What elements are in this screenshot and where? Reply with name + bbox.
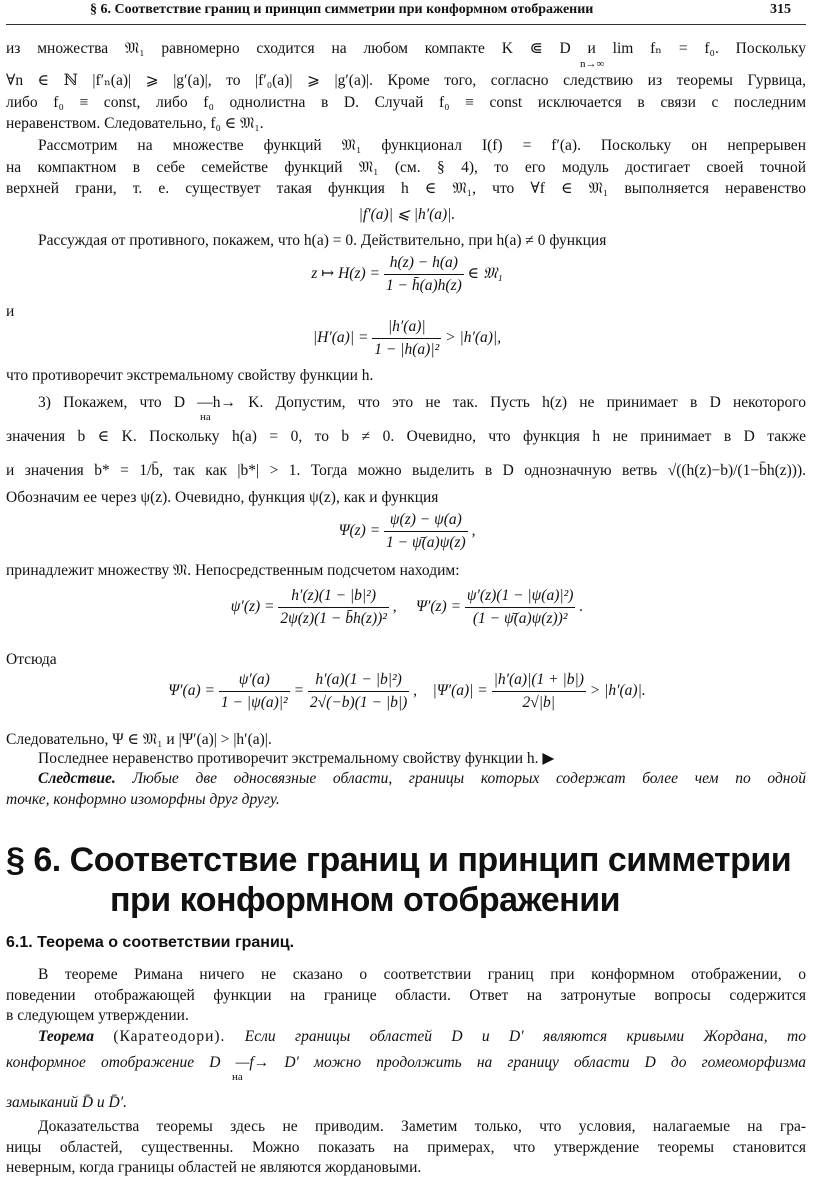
text-line: принадлежит множеству 𝔐. Непосредственным подсчетом находим: — [6, 562, 460, 579]
text-line: ницы областей, существенны. Можно показать на примерах, что утверждение теоремы становится — [6, 1139, 806, 1156]
text-line: Обозначим ее через ψ(z). Очевидно, функция ψ(z), как и функция — [6, 489, 439, 506]
header-rule — [6, 24, 806, 25]
text-line: точке, конформно изоморфны друг другу. — [6, 791, 280, 808]
theorem-label: Теорема — [38, 1028, 94, 1045]
equation-derivatives: ψ′(z) = $\frac{\text{h′(z)(1 − |b|²)}}{\text{2ψ(z)(1 − b̄h(z))²}}$ , Ψ′(z) = $\frac{\text{ψ′(z)(1 − |ψ(a)|²)}}{\text{(1 − ψ̄(a)ψ(z))²}}$ . — [230, 587, 584, 627]
running-title: § 6. Соответствие границ и принцип симметрии при конформном отображении — [90, 2, 594, 17]
text-line: Отсюда — [6, 651, 57, 668]
equation: |f′(a)| ⩽ |h′(a)|. — [358, 206, 456, 223]
equation-H: z ↦ H(z) = $\frac{h(z) - h(a)}{1 - h̄(a)h(z)}$ ∈ 𝔐₁ — [311, 254, 503, 294]
text-line: 3) Покажем, что D —h→ K. Допустим, что это не так. Пусть h(z) не принимает в D некоторого — [38, 394, 806, 411]
text-line: либо f₀ ≡ const, либо f₀ однолистна в D. Случай f₀ ≡ const исключается в связи с последним — [6, 94, 806, 111]
text-line: Рассмотрим на множестве функций 𝔐₁ функционал I(f) = f′(a). Поскольку он непрерывен — [38, 137, 806, 154]
text-line: из множества 𝔐₁ равномерно сходится на любом компакте K ⋐ D и lim fₙ = f₀. Поскольку — [6, 40, 806, 57]
text-line: конформное отображение D —f→ D′ можно продолжить на границу области D до гомеоморфизма — [6, 1054, 806, 1071]
text-line: неверным, когда границы областей не являются жордановыми. — [6, 1159, 422, 1176]
text-line: Доказательства теоремы здесь не приводим. Заметим только, что условия, налагаемые на гра- — [38, 1118, 806, 1135]
text-line: неравенством. Следовательно, f₀ ∈ 𝔐₁. — [6, 115, 264, 132]
section-title-cont: при конформном отображении — [110, 881, 620, 919]
text-line: Рассуждая от противного, покажем, что h(a) = 0. Действительно, при h(a) ≠ 0 функция — [38, 232, 607, 249]
corollary: Следствие. Любые две односвязные области, границы которых содержат более чем по одной — [38, 770, 806, 787]
text-line: поведении отображающей функции на границе области. Ответ на затронутые вопросы содержится — [6, 987, 806, 1004]
text-line: Последнее неравенство противоречит экстремальному свойству функции h. ▶ — [38, 750, 555, 767]
arrow-label: на — [200, 411, 211, 423]
text-line: на компактном в себе семействе функций 𝔐₁ (см. § 4), то его модуль достигает своей точной — [6, 159, 806, 176]
text-line: замыканий D̄ и D̄′. — [6, 1094, 128, 1111]
equation-Psi-prime-a: Ψ′(a) = $\frac{\psi'(a)}{\text{1 − |ψ(a)|²}}$ = $\frac{\text{h′(a)(1 − |b|²)}}{2√(-b)(1 - |b|)}$ , |Ψ′(a)| = $\frac{|h'(a)|(1 + |b|)}{2√|b|}$ > |h′(a)|. — [168, 671, 646, 711]
text-line: верхней грани, т. е. существует такая функция h ∈ 𝔐₁, что ∀f ∈ 𝔐₁ выполняется неравенство — [6, 180, 806, 197]
theorem: Теорема (Каратеодори). Если границы областей D и D′ являются кривыми Жордана, то — [38, 1028, 806, 1045]
equation-H-prime: |H′(a)| = $\frac{|h'(a)|}{\text{1 − |h(a)|²}}$ > |h′(a)|, — [312, 318, 502, 358]
section-title: § 6. Соответствие границ и принцип симметрии — [6, 841, 792, 879]
text-line: что противоречит экстремальному свойству функции h. — [6, 367, 374, 384]
conjunction: и — [6, 303, 15, 320]
subsection-title: 6.1. Теорема о соответствии границ. — [6, 934, 295, 951]
text-line: Следовательно, Ψ ∈ 𝔐₁ и |Ψ′(a)| > |h′(a)|. — [6, 731, 272, 748]
page-number: 315 — [770, 2, 791, 17]
text-line: в следующем утверждении. — [6, 1007, 189, 1024]
limit-subscript: n→∞ — [580, 58, 605, 70]
arrow-label: на — [232, 1071, 243, 1083]
theorem-name: (Каратеодори). — [113, 1028, 226, 1045]
text-line: значения b ∈ K. Поскольку h(a) = 0, то b ≠ 0. Очевидно, что функция h не принимает в D также — [6, 428, 806, 445]
corollary-label: Следствие. — [38, 770, 116, 787]
equation-Psi: Ψ(z) = $\frac{\psi(z) - \psi(a)}{1 - \psī(a)\psi(z)}$ , — [338, 511, 476, 551]
text-line: В теореме Римана ничего не сказано о соответствии границ при конформном отображении, о — [38, 966, 806, 983]
text-line: ∀n ∈ ℕ |f′ₙ(a)| ⩾ |g′(a)|, то |f′₀(a)| ⩾ |g′(a)|. Кроме того, согласно следствию из теоремы Гурвица, — [6, 72, 806, 89]
text-line: и значения b* = 1/b̄, так как |b*| > 1. Тогда можно выделить в D однозначную ветвь √((h(z)−b)/(1−b̄h(z))). — [6, 462, 806, 479]
